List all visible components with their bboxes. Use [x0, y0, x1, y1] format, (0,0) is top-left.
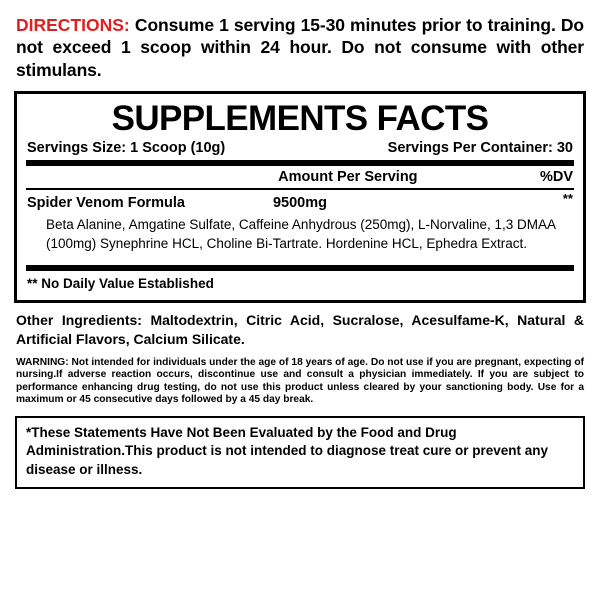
amount-per-serving-header-row — [26, 166, 574, 188]
supplements-facts-box — [14, 91, 586, 303]
directions-label: DIRECTIONS: — [16, 15, 130, 35]
dv-header: %DV — [539, 168, 573, 185]
ingredient-list: Beta Alanine, Amgatine Sulfate, Caffeine Anhydrous (250mg), L-Norvaline, 1,3 DMAA (100mg) Synephrine HCL, Choline Bi-Tartrate. Hordenine HCL, Ephedra Extract. — [46, 216, 556, 252]
amount-per-serving-header: Amount Per Serving — [278, 168, 418, 185]
servings-per-container: Servings Per Container: 30 — [387, 139, 573, 156]
formula-row — [26, 190, 574, 212]
formula-amount: 9500mg — [272, 194, 328, 211]
fda-statement-text: *These Statements Have Not Been Evaluated by the Food and Drug Administration.This product is not intended to diagnose treat cure or prevent any disease or illness. — [26, 424, 549, 477]
directions-text: Consume 1 serving 15-30 minutes prior to training. Do not exceed 1 scoop within 24 hour. Do not consume with other stimulans. — [16, 15, 585, 80]
formula-name: Spider Venom Formula — [27, 194, 185, 211]
formula-dv: ** — [562, 190, 573, 206]
other-ingredients: Other Ingredients: Maltodextrin, Citric Acid, Sucralose, Acesulfame-K, Natural & Artificial Flavors, Calcium Silicate. — [16, 312, 584, 348]
servings-row — [26, 139, 574, 160]
warning-text: WARNING: Not intended for individuals under the age of 18 years of age. Do not use if you are pregnant, expecting of nursing.If adverse reaction occurs, discontinue use and consult a physician immediately. If you are subject to performance enhancing drug testing, do not use this product unless cleared by your sanctioning body. Use for a maximum or 45 consecutive days followed by a 45 day break. — [16, 356, 584, 406]
serving-size: Servings Size: 1 Scoop (10g) — [27, 139, 226, 156]
directions-paragraph — [16, 14, 584, 81]
no-daily-value-note: ** No Daily Value Established — [27, 276, 214, 292]
facts-title: SUPPLEMENTS FACTS — [111, 99, 489, 139]
fda-statement-box — [15, 416, 585, 489]
